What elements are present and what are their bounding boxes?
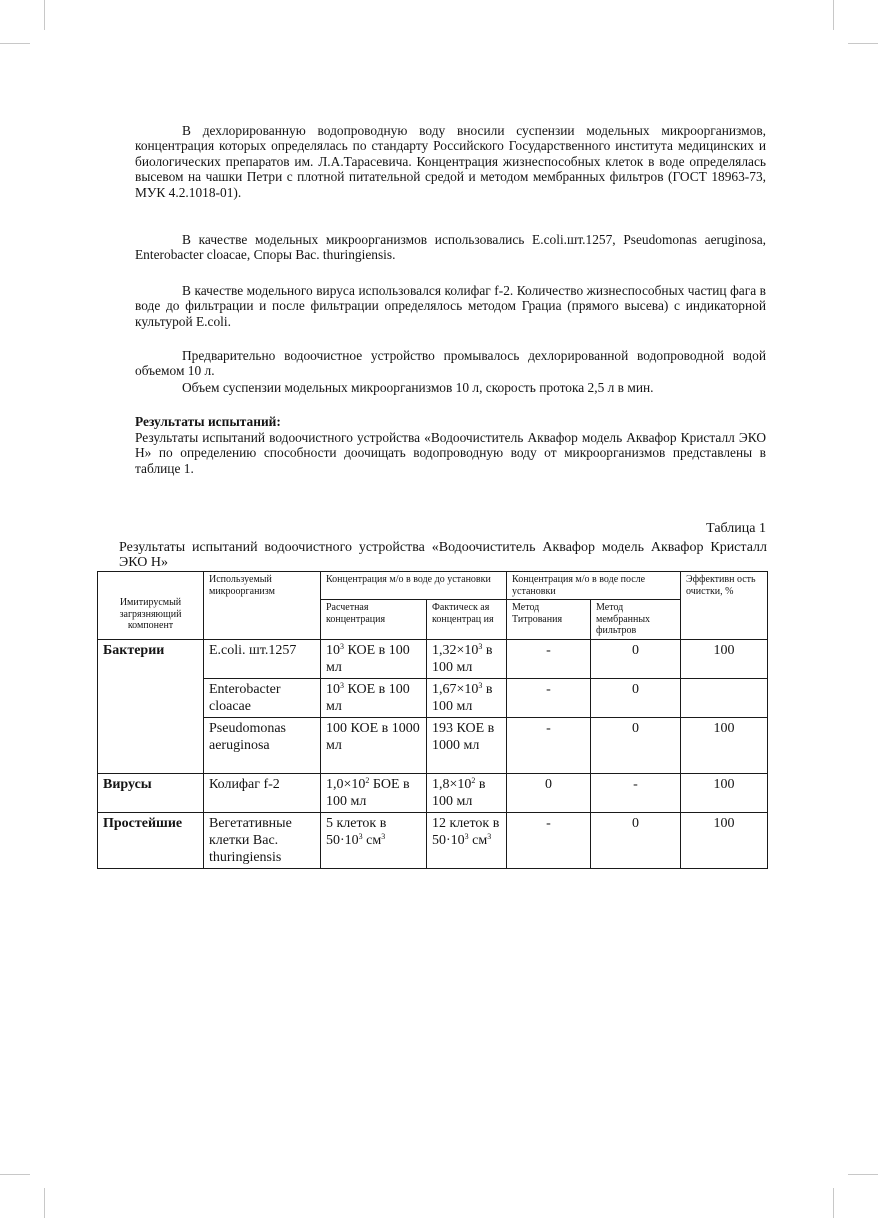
crop-mark [848,1174,878,1175]
crop-mark [0,1174,30,1175]
group-viruses: Вирусы [98,773,204,812]
header-component: Имитирусмый загрязняющий компонент [98,572,204,640]
paragraph-results: Результаты испытаний водоочистного устройства «Водоочиститель Аквафор модель Аквафор Кристалл ЭКО Н» по определению способности доочищать водопроводную воду от микроорганизмов представлены в таблице 1. [135,430,766,476]
cell-efficiency: 100 [681,773,768,812]
cell-membrane: 0 [591,812,681,868]
paragraph-model-virus: В качестве модельного вируса использовался колифаг f-2. Количество жизнеспособных частиц фага в воде до фильтрации и после фильтрации определялось методом Грациа (прямого высева) с индикаторной культурой E.coli. [135,283,766,329]
results-heading: Результаты испытаний: [135,414,281,429]
cell-calc: 100 КОЕ в 1000 мл [321,717,427,773]
crop-mark [833,0,834,30]
cell-titration: - [507,678,591,717]
cell-organism: Enterobacter cloacae [204,678,321,717]
cell-titration: - [507,812,591,868]
table-header-row [98,572,768,600]
header-membrane: Метод мембранных фильтров [591,600,681,640]
cell-calc: $1,0\times 10^2$ БОЕ в 100 мл [321,773,427,812]
cell-actual: $1,32\times 10^3$ в 100 мл [427,639,507,678]
cell-efficiency: 100 [681,812,768,868]
crop-mark [44,1188,45,1218]
header-after: Концентрация м/о в воде после установки [507,572,681,600]
cell-membrane: 0 [591,717,681,773]
header-titration: Метод Титрования [507,600,591,640]
table-row [98,639,768,678]
paragraph-model-microorganisms: В качестве модельных микроорганизмов использовались E.coli.шт.1257, Pseudomonas aeruginosa, Enterobacter cloacae, Споры Bac. thuringiensis. [135,232,766,263]
cell-organism: Колифаг f-2 [204,773,321,812]
header-efficiency: Эффективн ость очистки, % [681,572,768,640]
paragraph-suspensions: В дехлорированную водопроводную воду вносили суспензии модельных микроорганизмов, концентрация которых определялась по стандарту Российского Государственного института медицинских и биологических препаратов им. Л.А.Тарасевича. Концентрация жизнеспособных клеток в воде определялась высевом на чашки Петри с плотной питательной средой и методом мембранных фильтров (ГОСТ 18963-73, МУК 4.2.1018-01). [135,123,766,200]
crop-mark [848,43,878,44]
header-calc: Расчетная концентрация [321,600,427,640]
cell-membrane: 0 [591,639,681,678]
cell-actual: $1,8\times 10^2$ в 100 мл [427,773,507,812]
header-before: Концентрация м/о в воде до установки [321,572,507,600]
header-actual: Фактическ ая концентрац ия [427,600,507,640]
cell-calc: $10^3$ КОЕ в 100 мл [321,639,427,678]
paragraph-rinse: Предварительно водоочистное устройство промывалось дехлорированной водопроводной водой объемом 10 л. [135,348,766,379]
cell-actual: $1,67\times 10^3$ в 100 мл [427,678,507,717]
cell-titration: 0 [507,773,591,812]
cell-actual: 193 КОЕ в 1000 мл [427,717,507,773]
cell-efficiency: 100 [681,639,768,678]
table-row [98,773,768,812]
crop-mark [833,1188,834,1218]
paragraph-volume: Объем суспензии модельных микроорганизмов 10 л, скорость протока 2,5 л в мин. [182,380,654,395]
cell-calc: $10^3$ КОЕ в 100 мл [321,678,427,717]
results-table [97,571,768,869]
header-organism: Используемый микроорганизм [204,572,321,640]
table-caption: Результаты испытаний водоочистного устройства «Водоочиститель Аквафор модель Аквафор Кристалл ЭКО Н» [119,540,767,570]
table-row [98,812,768,868]
cell-organism: Вегетативные клетки Bac. thuringiensis [204,812,321,868]
crop-mark [44,0,45,30]
cell-efficiency [681,678,768,717]
cell-actual: 12 клеток в $50\cdot 10^3$ $см^3$ [427,812,507,868]
cell-calc: 5 клеток в $50\cdot 10^3$ $см^3$ [321,812,427,868]
cell-efficiency: 100 [681,717,768,773]
cell-organism: E.coli. шт.1257 [204,639,321,678]
group-bacteria: Бактерии [98,639,204,773]
cell-titration: - [507,639,591,678]
cell-organism: Pseudomonas aeruginosa [204,717,321,773]
cell-membrane: - [591,773,681,812]
group-protozoa: Простейшие [98,812,204,868]
cell-membrane: 0 [591,678,681,717]
table-label: Таблица 1 [706,521,766,536]
cell-titration: - [507,717,591,773]
crop-mark [0,43,30,44]
